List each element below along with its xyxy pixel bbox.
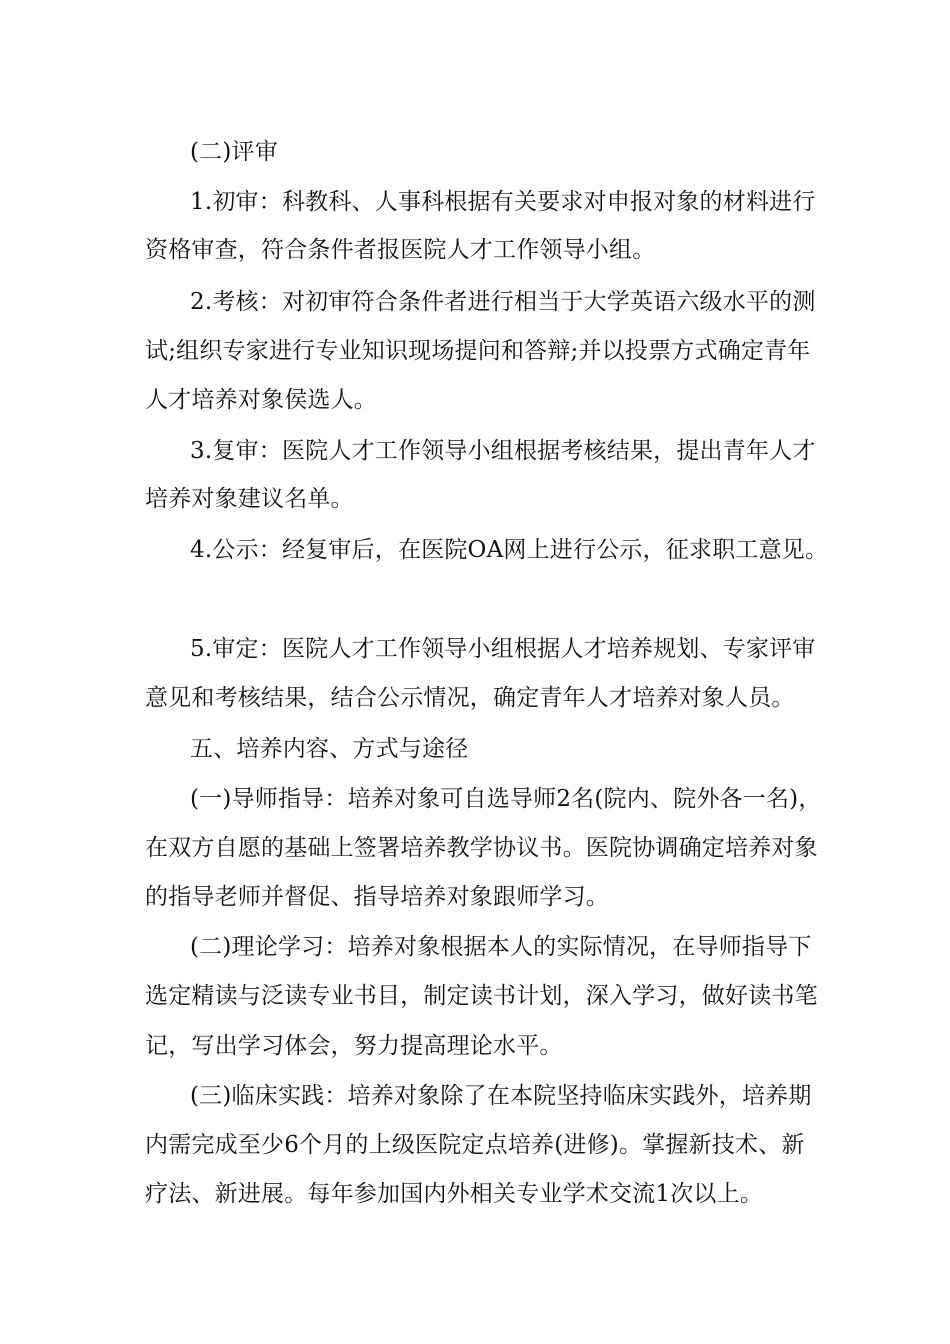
paragraph-line: 资格审查，符合条件者报医院人才工作领导小组。 [145, 237, 656, 263]
paragraph-line: 的指导老师并督促、指导培养对象跟师学习。 [145, 884, 609, 910]
paragraph-line: 人才培养对象侯选人。 [145, 387, 377, 413]
paragraph-line: 意见和考核结果，结合公示情况，确定青年人才培养对象人员。 [145, 685, 795, 711]
paragraph-line: 疗法、新进展。每年参加国内外相关专业学术交流1次以上。 [145, 1181, 764, 1207]
paragraph-line: 内需完成至少6个月的上级医院定点培养(进修)。掌握新技术、新 [145, 1132, 805, 1158]
paragraph-line: 1.初审：科教科、人事科根据有关要求对申报对象的材料进行 [190, 189, 816, 215]
paragraph-line: 4.公示：经复审后，在医院OA网上进行公示，征求职工意见。 [190, 537, 829, 563]
paragraph-line: 在双方自愿的基础上签署培养教学协议书。医院协调确定培养对象 [145, 835, 818, 861]
paragraph-line: 2.考核：对初审符合条件者进行相当于大学英语六级水平的测 [190, 289, 816, 315]
paragraph-line: 3.复审：医院人才工作领导小组根据考核结果，提出青年人才 [190, 438, 816, 464]
paragraph-line: (二)理论学习：培养对象根据本人的实际情况，在导师指导下 [190, 934, 812, 960]
section-heading-training: 五、培养内容、方式与途径 [190, 736, 469, 762]
paragraph-line: 选定精读与泛读专业书目，制定读书计划，深入学习，做好读书笔 [145, 983, 818, 1009]
paragraph-line: 试;组织专家进行专业知识现场提问和答辩;并以投票方式确定青年 [145, 338, 811, 364]
paragraph-line: 培养对象建议名单。 [145, 486, 354, 512]
paragraph-line: 记，写出学习体会，努力提高理论水平。 [145, 1033, 563, 1059]
paragraph-line: (三)临床实践：培养对象除了在本院坚持临床实践外，培养期 [190, 1083, 812, 1109]
section-heading-review: (二)评审 [190, 139, 278, 165]
paragraph-line: (一)导师指导：培养对象可自选导师2名(院内、院外各一名)， [190, 786, 822, 812]
paragraph-line: 5.审定：医院人才工作领导小组根据人才培养规划、专家评审 [190, 636, 816, 662]
